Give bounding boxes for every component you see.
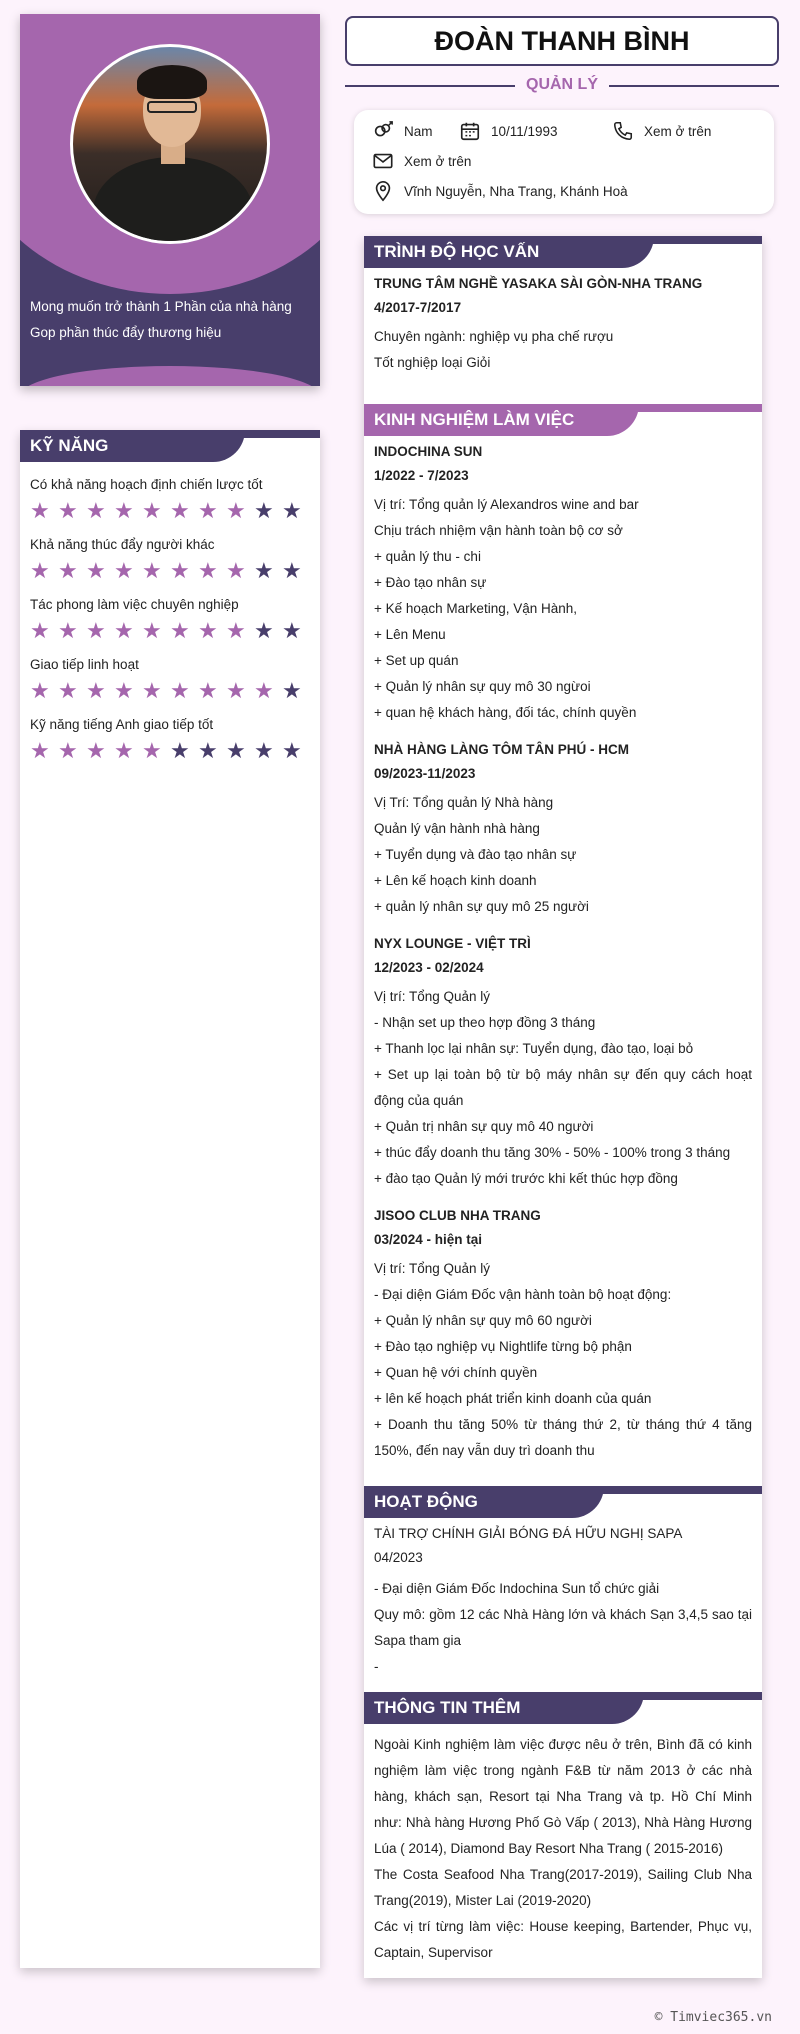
contact-box <box>354 110 774 214</box>
star-icon: ★ <box>254 618 274 643</box>
job-company: JISOO CLUB NHA TRANG <box>374 1208 541 1223</box>
star-icon: ★ <box>114 558 134 583</box>
star-icon: ★ <box>282 618 302 643</box>
star-icon: ★ <box>226 738 246 763</box>
star-icon: ★ <box>86 498 106 523</box>
activity-date: 04/2023 <box>374 1550 423 1565</box>
star-icon: ★ <box>226 558 246 583</box>
star-icon: ★ <box>226 618 246 643</box>
email-icon <box>372 150 394 172</box>
star-icon: ★ <box>282 498 302 523</box>
job-period: 1/2022 - 7/2023 <box>374 468 469 483</box>
star-icon: ★ <box>282 558 302 583</box>
skill-rating <box>30 620 310 642</box>
job-line: Vị trí: Tổng Quản lý <box>374 1261 491 1276</box>
star-icon: ★ <box>198 558 218 583</box>
skills-header <box>20 430 320 462</box>
skill-name: Kỹ năng tiếng Anh giao tiếp tốt <box>30 717 214 732</box>
activities-title: HOẠT ĐỘNG <box>374 1492 478 1511</box>
job-entry <box>374 932 752 1192</box>
skill-rating <box>30 560 310 582</box>
star-icon: ★ <box>282 738 302 763</box>
star-icon: ★ <box>170 558 190 583</box>
dob-value: 10/11/1993 <box>491 123 558 139</box>
star-icon: ★ <box>86 618 106 643</box>
job-line: + Set up lại toàn bộ từ bộ máy nhân sự đến quy cách hoạt động của quán <box>374 1067 752 1108</box>
gender-item <box>372 120 433 142</box>
skill-item <box>30 656 310 702</box>
job-title: QUẢN LÝ <box>515 72 609 98</box>
education-line: Tốt nghiệp loại Giỏi <box>374 355 491 370</box>
star-icon: ★ <box>58 678 78 703</box>
star-icon: ★ <box>198 618 218 643</box>
job-line: Vị Trí: Tổng quản lý Nhà hàng <box>374 795 554 810</box>
job-line: + Thanh lọc lại nhân sự: Tuyển dụng, đào tạo, loại bỏ <box>374 1041 694 1056</box>
email-item <box>372 150 471 172</box>
job-entry <box>374 738 752 920</box>
job-line: + Quản trị nhân sự quy mô 40 người <box>374 1119 594 1134</box>
star-icon: ★ <box>86 678 106 703</box>
job-line: + thúc đẩy doanh thu tăng 30% - 50% - 100% trong 3 tháng <box>374 1145 731 1160</box>
job-line: + Doanh thu tăng 50% từ tháng thứ 2, từ tháng thứ 4 tăng 150%, đến nay vẫn duy trì doanh thu <box>374 1417 752 1458</box>
skill-item <box>30 536 310 582</box>
activity-line: Quy mô: gồm 12 các Nhà Hàng lớn và khách Sạn 3,4,5 sao tại Sapa tham gia <box>374 1607 752 1648</box>
star-icon: ★ <box>170 678 190 703</box>
phone-item <box>612 120 711 142</box>
activity-line: - <box>374 1659 379 1674</box>
star-icon: ★ <box>198 498 218 523</box>
star-icon: ★ <box>254 558 274 583</box>
star-icon: ★ <box>170 738 190 763</box>
school-name: TRUNG TÂM NGHỀ YASAKA SÀI GÒN-NHA TRANG <box>374 276 703 291</box>
star-icon: ★ <box>254 738 274 763</box>
activities-section <box>364 1486 762 1680</box>
job-line: + Quan hệ với chính quyền <box>374 1365 538 1380</box>
objective-line: Gop phần thúc đẩy thương hiệu <box>30 325 222 340</box>
job-entry <box>374 1204 752 1464</box>
education-title: TRÌNH ĐỘ HỌC VẤN <box>374 242 540 261</box>
skill-item <box>30 716 310 762</box>
job-line: + đào tạo Quản lý mới trước khi kết thúc hợp đồng <box>374 1171 678 1186</box>
job-line: Vị trí: Tổng Quản lý <box>374 989 491 1004</box>
star-icon: ★ <box>58 618 78 643</box>
career-objective <box>30 294 315 346</box>
experience-title: KINH NGHIỆM LÀM VIỆC <box>374 410 575 429</box>
experience-header <box>364 404 762 436</box>
job-line: + Quản lý nhân sự quy mô 30 ngừoi <box>374 679 591 694</box>
job-company: NYX LOUNGE - VIỆT TRÌ <box>374 936 531 951</box>
email-value: Xem ở trên <box>404 153 472 169</box>
skill-name: Khả năng thúc đẩy người khác <box>30 537 215 552</box>
gender-icon <box>372 120 394 142</box>
additional-title: THÔNG TIN THÊM <box>374 1698 521 1717</box>
job-period: 09/2023-11/2023 <box>374 766 476 781</box>
job-line: + Đào tạo nhân sự <box>374 575 487 590</box>
star-icon: ★ <box>170 498 190 523</box>
skill-name: Tác phong làm việc chuyên nghiệp <box>30 597 239 612</box>
job-line: + Lên kế hoạch kinh doanh <box>374 873 537 888</box>
star-icon: ★ <box>142 558 162 583</box>
job-line: - Nhận set up theo hợp đồng 3 tháng <box>374 1015 596 1030</box>
skill-item <box>30 596 310 642</box>
education-header <box>364 236 762 268</box>
job-company: INDOCHINA SUN <box>374 444 483 459</box>
experience-section <box>364 404 762 1464</box>
job-period: 12/2023 - 02/2024 <box>374 960 484 975</box>
activity-event: TÀI TRỢ CHÍNH GIẢI BÓNG ĐÁ HỮU NGHỊ SAPA <box>374 1526 683 1541</box>
address-value: Vĩnh Nguyễn, Nha Trang, Khánh Hoà <box>404 183 628 199</box>
star-icon: ★ <box>198 738 218 763</box>
star-icon: ★ <box>58 498 78 523</box>
skills-list <box>20 476 320 762</box>
objective-line: Mong muốn trở thành 1 Phần của nhà hàng <box>30 299 292 314</box>
star-icon: ★ <box>86 738 106 763</box>
star-icon: ★ <box>142 738 162 763</box>
star-icon: ★ <box>142 678 162 703</box>
skill-rating <box>30 740 310 762</box>
education-section <box>364 236 762 376</box>
job-line: + quản lý nhân sự quy mô 25 người <box>374 899 589 914</box>
phone-value: Xem ở trên <box>644 123 712 139</box>
star-icon: ★ <box>30 498 50 523</box>
star-icon: ★ <box>114 678 134 703</box>
job-line: Vị trí: Tổng quản lý Alexandros wine and bar <box>374 497 639 512</box>
job-line: Chịu trách nhiệm vận hành toàn bộ cơ sở <box>374 523 623 538</box>
star-icon: ★ <box>30 558 50 583</box>
profile-card <box>20 14 320 386</box>
star-icon: ★ <box>58 558 78 583</box>
skill-rating <box>30 680 310 702</box>
location-icon <box>372 180 394 202</box>
experience-list <box>364 436 762 1464</box>
star-icon: ★ <box>114 738 134 763</box>
activities-header <box>364 1486 762 1518</box>
skill-name: Giao tiếp linh hoạt <box>30 657 139 672</box>
star-icon: ★ <box>226 498 246 523</box>
job-line: + quan hệ khách hàng, đối tác, chính quyền <box>374 705 637 720</box>
job-line: + lên kế hoạch phát triển kinh doanh của quán <box>374 1391 652 1406</box>
job-line: + Tuyển dụng và đào tạo nhân sự <box>374 847 577 862</box>
additional-header <box>364 1692 762 1724</box>
star-icon: ★ <box>254 678 274 703</box>
phone-icon <box>612 120 634 142</box>
star-icon: ★ <box>30 738 50 763</box>
star-icon: ★ <box>282 678 302 703</box>
star-icon: ★ <box>58 738 78 763</box>
job-company: NHÀ HÀNG LÀNG TÔM TÂN PHÚ - HCM <box>374 742 629 757</box>
additional-line: Các vị trí từng làm việc: House keeping, Bartender, Phục vụ, Captain, Supervisor <box>374 1919 752 1960</box>
star-icon: ★ <box>86 558 106 583</box>
job-line: + quản lý thu - chi <box>374 549 481 564</box>
education-line: Chuyên ngành: nghiệp vụ pha chế rượu <box>374 329 614 344</box>
job-line: + Kế hoạch Marketing, Vận Hành, <box>374 601 578 616</box>
additional-line: The Costa Seafood Nha Trang(2017-2019), Sailing Club Nha Trang(2019), Mister Lai (2019-2020) <box>374 1867 752 1908</box>
education-period: 4/2017-7/2017 <box>374 300 462 315</box>
skill-name: Có khả năng hoạch định chiến lược tốt <box>30 477 263 492</box>
candidate-name: ĐOÀN THANH BÌNH <box>345 16 779 66</box>
star-icon: ★ <box>254 498 274 523</box>
main-panel <box>364 236 762 1978</box>
job-line: + Set up quán <box>374 653 459 668</box>
job-line: + Lên Menu <box>374 627 446 642</box>
star-icon: ★ <box>30 678 50 703</box>
job-line: + Quản lý nhân sự quy mô 60 người <box>374 1313 592 1328</box>
address-item <box>372 180 628 202</box>
skills-panel <box>20 430 320 1968</box>
job-period: 03/2024 - hiện tại <box>374 1232 483 1247</box>
skill-item <box>30 476 310 522</box>
job-line: Quản lý vận hành nhà hàng <box>374 821 540 836</box>
star-icon: ★ <box>142 618 162 643</box>
gender-value: Nam <box>404 123 433 139</box>
skills-title: KỸ NĂNG <box>30 436 109 455</box>
job-line: - Đại diện Giám Đốc vận hành toàn bộ hoạt động: <box>374 1287 672 1302</box>
star-icon: ★ <box>142 498 162 523</box>
star-icon: ★ <box>170 618 190 643</box>
star-icon: ★ <box>226 678 246 703</box>
star-icon: ★ <box>114 618 134 643</box>
skill-rating <box>30 500 310 522</box>
calendar-icon <box>459 120 481 142</box>
dob-item <box>459 120 558 142</box>
additional-line: Ngoài Kinh nghiệm làm việc được nêu ở trên, Bình đã có kinh nghiệm làm việc trong ngành F&B từ năm 2013 ở các nhà hàng, khách sạn, Resort tại Nha Trang và tp. Hồ Chí Minh như: Nhà hàng Hương Phố Gò Vấp ( 2013), Nhà Hàng Hương Lúa ( 2014), Diamond Bay Resort Nha Trang ( 2015-2016) <box>374 1737 752 1856</box>
footer-credit: © Timviec365.vn <box>654 2010 772 2025</box>
avatar <box>70 44 270 244</box>
star-icon: ★ <box>114 498 134 523</box>
additional-section <box>364 1692 762 1966</box>
job-entry <box>374 440 752 726</box>
star-icon: ★ <box>30 618 50 643</box>
star-icon: ★ <box>198 678 218 703</box>
job-line: + Đào tạo nghiệp vụ Nightlife từng bộ phận <box>374 1339 632 1354</box>
activity-line: - Đại diện Giám Đốc Indochina Sun tổ chức giải <box>374 1581 660 1596</box>
profile-bottom-arc <box>20 366 320 386</box>
